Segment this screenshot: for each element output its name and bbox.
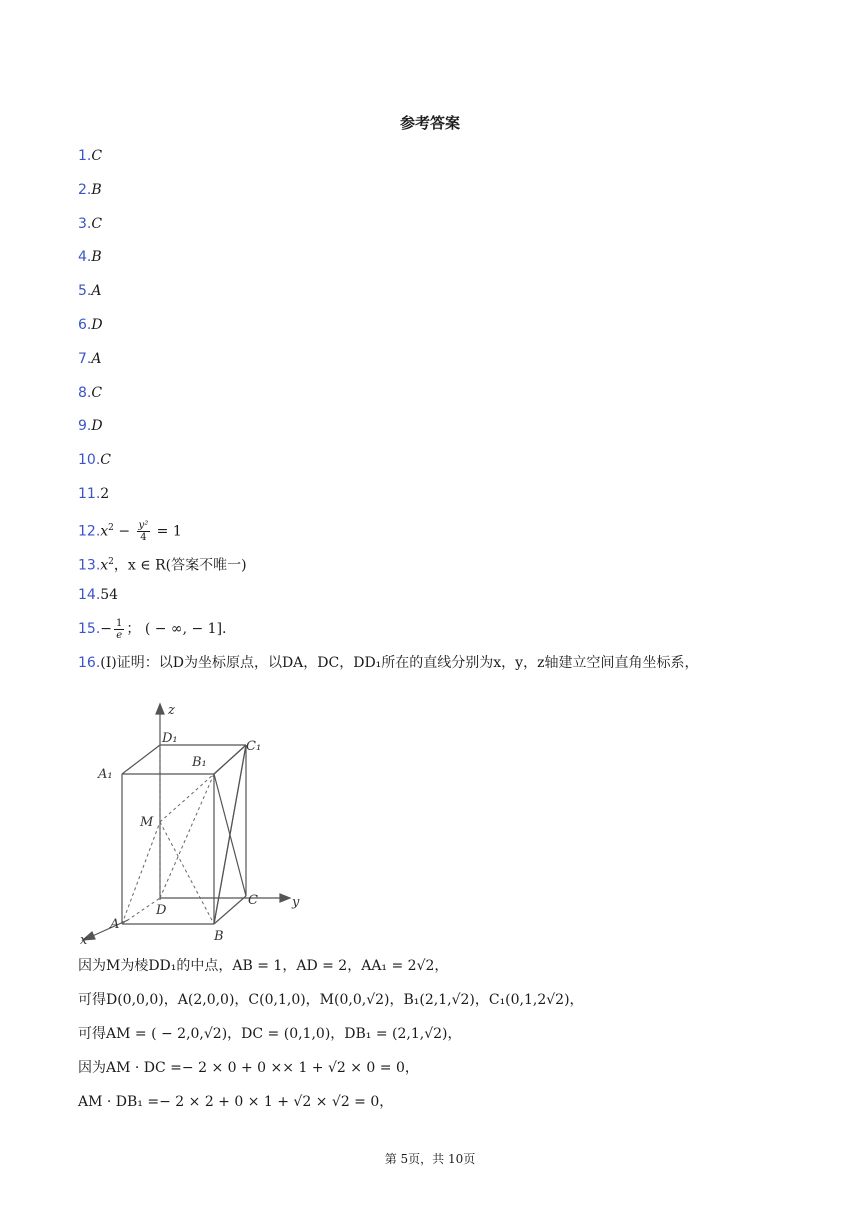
answer-item: 9.D (78, 418, 103, 435)
axis-label-z: z (168, 703, 175, 718)
vertex-label: C₁ (246, 739, 262, 754)
fraction: $\frac{1}{e}$ (116, 617, 123, 641)
solution-line: 因为AM · DC =− 2 × 0 + 0 ×× 1 + √2 × 0 = 0， (78, 1060, 419, 1076)
answer-list (78, 142, 798, 683)
page-footer: 第 5页，共 10页 (384, 1152, 476, 1166)
cuboid-figure (78, 700, 318, 950)
vertex-label: M (140, 815, 154, 830)
answer-item: 1.C (78, 148, 103, 164)
vertex-label: B (214, 929, 224, 944)
answer-item: 11.2 (78, 485, 110, 502)
answer-item: 3.C (78, 215, 103, 232)
answer-item: 6.D (78, 316, 103, 333)
vertex-label: D (156, 903, 167, 918)
answer-item-15: 15.− $\frac{1}{e}$ ； ( − ∞, − 1]. (78, 617, 227, 641)
answer-item: 10.C (78, 452, 111, 469)
answer-item: 4.B (78, 249, 102, 266)
axis-label-y: y (292, 895, 300, 910)
vertex-label: B₁ (192, 755, 207, 770)
answer-item: 2.B (78, 181, 102, 198)
answer-item-14: 14.54 (78, 587, 119, 604)
answer-item-12: $12.x^2$ − $\frac{\text{y²}}{4}$ = 1 (78, 519, 182, 543)
vertex-label: C (248, 893, 258, 908)
answer-item-16: 16.(I)证明：以D为坐标原点，以DA，DC，DD₁所在的直线分别为x，y，z轴建立空间直角坐标系， (78, 654, 699, 671)
vertex-label: A (110, 917, 120, 932)
solution-line: 因为M为棱DD₁的中点，AB = 1，AD = 2，AA₁ = 2√2， (78, 958, 449, 974)
answer-item: 7.A (78, 350, 102, 367)
answer-item: 8.C (78, 384, 103, 401)
solution-line: AM · DB₁ =− 2 × 2 + 0 × 1 + √2 × √2 = 0， (78, 1094, 394, 1110)
vertex-label: D₁ (162, 731, 178, 746)
page-title: 参考答案 (399, 114, 460, 132)
vertex-label: A₁ (98, 767, 113, 782)
fraction: $\frac{\text{y²}}{4}$ (138, 519, 149, 543)
solution-line: 可得AM = ( − 2,0,√2)，DC = (0,1,0)，DB₁ = (2,1,√2)， (78, 1026, 462, 1042)
answer-item: 5.A (78, 283, 102, 300)
solution-line: 可得D(0,0,0)，A(2,0,0)，C(0,1,0)，M(0,0,√2)，B₁(2,1,√2)，C₁(0,1,2√2)， (78, 992, 584, 1008)
answer-item-13: $13.x^2$，x ∈ R(答案不唯一) (78, 556, 247, 574)
axis-label-x: x (80, 933, 88, 948)
